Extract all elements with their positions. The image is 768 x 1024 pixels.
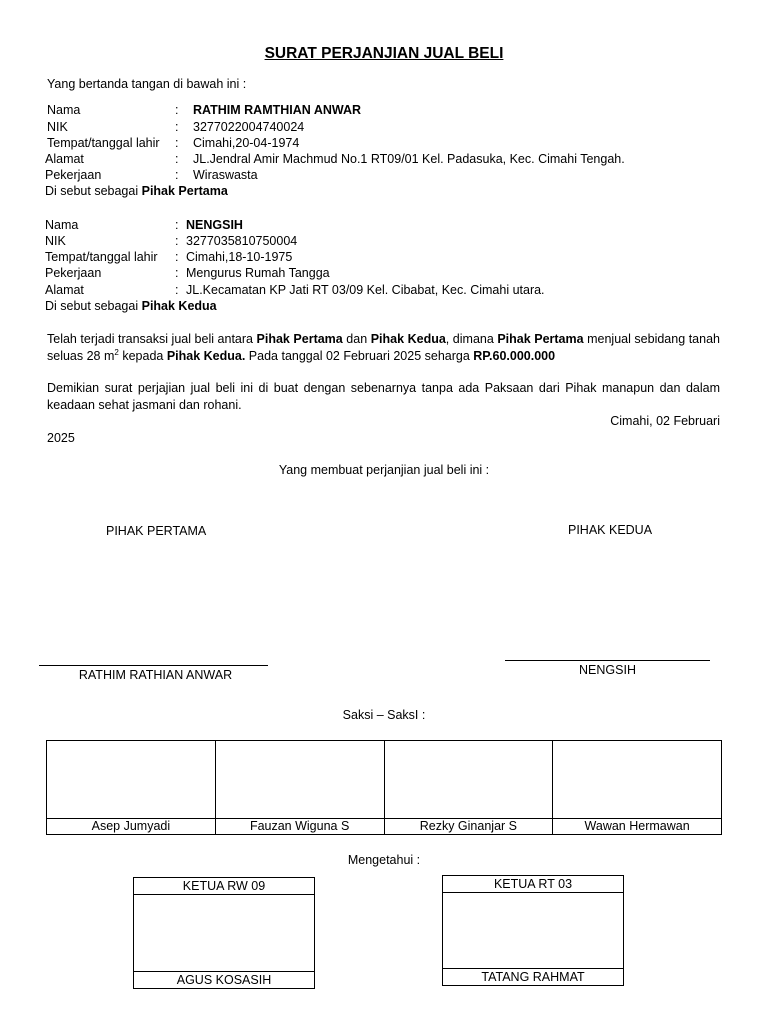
label-nik-2: NIK: [45, 234, 66, 248]
intro-text: Yang bertanda tangan di bawah ini :: [47, 77, 247, 91]
colon: :: [175, 250, 179, 264]
saksi-name: Wawan Hermawan: [553, 819, 722, 835]
label-pekerjaan-2: Pekerjaan: [45, 266, 102, 280]
mengetahui-label: Mengetahui :: [347, 853, 421, 867]
saksi-name: Rezky Ginanjar S: [384, 819, 553, 835]
value-nama-2: NENGSIH: [186, 218, 243, 232]
saksi-sign-cell: [384, 741, 553, 819]
label-ttl-1: Tempat/tanggal lahir: [47, 136, 160, 150]
pihak-kedua-label: PIHAK KEDUA: [568, 523, 653, 537]
saksi-table: [46, 740, 722, 835]
value-alamat-1: JL.Jendral Amir Machmud No.1 RT09/01 Kel. Padasuka, Kec. Cimahi Tengah.: [193, 152, 625, 166]
value-pekerjaan-2: Mengurus Rumah Tangga: [186, 266, 330, 280]
sebut-prefix: Di sebut sebagai: [45, 299, 139, 313]
signature-line-2: [505, 660, 710, 661]
text: , dimana: [445, 332, 498, 346]
sebut-bold: Pihak Kedua: [141, 299, 217, 313]
sebut-pihak-kedua: [45, 298, 217, 314]
value-ttl-2: Cimahi,18-10-1975: [186, 250, 293, 264]
saksi-name: Fauzan Wiguna S: [215, 819, 384, 835]
ketua-rw-box: [133, 877, 315, 989]
bold: Pihak Kedua.: [166, 348, 246, 363]
text: menjual sebidang tanah seluas 28 m: [47, 332, 720, 363]
colon: :: [175, 120, 179, 134]
label-nama-1: Nama: [47, 103, 81, 117]
text: Pada tanggal 02 Februari 2025 seharga: [245, 348, 474, 363]
bold: Pihak Pertama: [256, 332, 343, 346]
colon: :: [175, 152, 179, 166]
ketua-rt-title: KETUA RT 03: [443, 876, 623, 893]
label-pekerjaan-1: Pekerjaan: [45, 168, 102, 182]
saksi-label: Saksi – SaksI :: [342, 708, 426, 722]
value-nik-1: 3277022004740024: [193, 120, 305, 134]
signature-line-1: [39, 665, 268, 666]
ketua-rt-name: TATANG RAHMAT: [443, 968, 623, 985]
saksi-sign-cell: [215, 741, 384, 819]
saksi-name-row: [47, 819, 722, 835]
place-date: Cimahi, 02 Februari: [610, 414, 720, 428]
label-ttl-2: Tempat/tanggal lahir: [45, 250, 158, 264]
sebut-pihak-pertama: [45, 183, 228, 199]
document-title: SURAT PERJANJIAN JUAL BELI: [264, 45, 504, 62]
bold: RP.60.000.000: [473, 348, 556, 363]
label-alamat-2: Alamat: [45, 283, 84, 297]
colon: :: [175, 168, 179, 182]
value-nik-2: 3277035810750004: [186, 234, 298, 248]
transaksi-paragraph: [47, 331, 720, 364]
yang-membuat: Yang membuat perjanjian jual beli ini :: [278, 463, 490, 477]
superscript: 2: [114, 347, 119, 357]
ketua-rw-title: KETUA RW 09: [134, 878, 314, 895]
colon: :: [175, 103, 179, 117]
demikian-paragraph: Demikian surat perjajian jual beli ini di buat dengan sebenarnya tanpa ada Paksaan dari Pihak manapun dan dalam keadaan sehat jasmani dan rohani.: [47, 381, 720, 412]
value-ttl-1: Cimahi,20-04-1974: [193, 136, 300, 150]
saksi-sign-cell: [553, 741, 722, 819]
saksi-signature-row: [47, 741, 722, 819]
bold: Pihak Pertama: [497, 332, 584, 346]
colon: :: [175, 218, 179, 232]
value-pekerjaan-1: Wiraswasta: [193, 168, 258, 182]
label-alamat-1: Alamat: [45, 152, 84, 166]
pihak-pertama-label: PIHAK PERTAMA: [106, 524, 207, 538]
sign-name-1: RATHIM RATHIAN ANWAR: [78, 668, 233, 682]
year: 2025: [47, 431, 75, 445]
colon: :: [175, 266, 179, 280]
value-nama-1: RATHIM RAMTHIAN ANWAR: [193, 103, 362, 117]
text: dan: [342, 332, 371, 346]
text: kepada: [118, 348, 167, 363]
saksi-name: Asep Jumyadi: [47, 819, 216, 835]
saksi-sign-cell: [47, 741, 216, 819]
label-nik-1: NIK: [47, 120, 68, 134]
bold: Pihak Kedua: [370, 332, 446, 346]
text: Telah terjadi transaksi jual beli antara: [47, 332, 257, 346]
colon: :: [175, 234, 179, 248]
ketua-rw-name: AGUS KOSASIH: [134, 971, 314, 988]
ketua-rt-box: [442, 875, 624, 986]
colon: :: [175, 283, 179, 297]
sign-name-2: NENGSIH: [579, 663, 636, 677]
label-nama-2: Nama: [45, 218, 79, 232]
sebut-prefix: Di sebut sebagai: [45, 184, 139, 198]
sebut-bold: Pihak Pertama: [141, 184, 228, 198]
value-alamat-2: JL.Kecamatan KP Jati RT 03/09 Kel. Cibabat, Kec. Cimahi utara.: [186, 283, 545, 297]
colon: :: [175, 136, 179, 150]
